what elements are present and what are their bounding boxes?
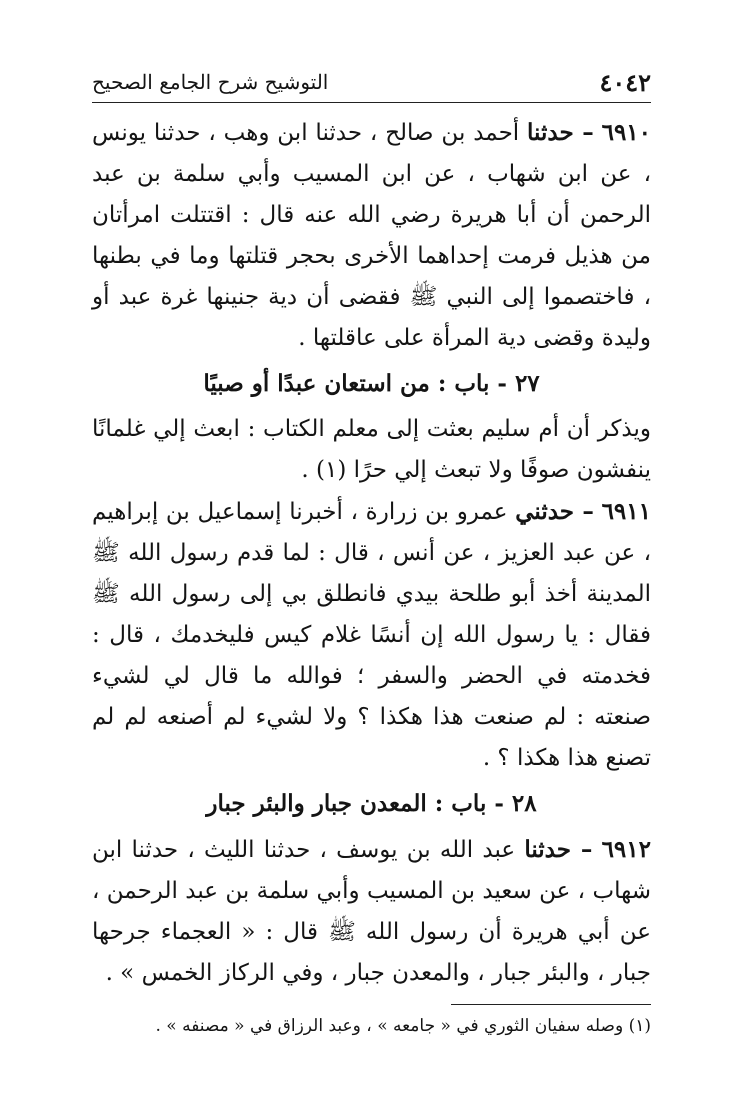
hadith-text: أحمد بن صالح ، حدثنا ابن وهب ، حدثنا يونس ، عن ابن شهاب ، عن ابن المسيب وأبي سلمة بن عبد الرحمن أن أبا هريرة رضي الله عنه قال : اقتتلت امرأتان من هذيل فرمت إحداهما الأخرى بحجر قتلتها وما في بطنها ، فاختصموا إلى النبي ﷺ فقضى أن دية جنينها غرة عبد أو وليدة وقضى دية المرأة على عاقلتها . <box>92 120 651 351</box>
hadith-lead-word: حدثنا <box>527 119 574 146</box>
page-body <box>92 112 651 1039</box>
chapter-mention-27: ويذكر أن أم سليم بعثت إلى معلم الكتاب : ابعث إلي غلمانًا ينفشون صوفًا ولا تبعث إلي حرًا (١) . <box>92 416 651 483</box>
page-header <box>92 62 651 103</box>
running-title: التوشيح شرح الجامع الصحيح <box>92 70 329 94</box>
hadith-6910: ٦٩١٠ – حدثنا أحمد بن صالح ، حدثنا ابن وهب ، حدثنا يونس ، عن ابن شهاب ، عن ابن المسيب وأبي سلمة بن عبد الرحمن أن أبا هريرة رضي الله عنه قال : اقتتلت امرأتان من هذيل فرمت إحداهما الأخرى بحجر قتلتها وما في بطنها ، فاختصموا إلى النبي ﷺ فقضى أن دية جنينها غرة عبد أو وليدة وقضى دية المرأة على عاقلتها . <box>92 119 652 351</box>
hadith-lead-word: حدثني <box>515 498 575 525</box>
hadith-number: ٦٩١١ <box>601 498 651 525</box>
hadith-number: ٦٩١٠ <box>601 119 652 146</box>
footnote: (١) وصله سفيان الثوري في « جامعه » ، وعبد الرزاق في « مصنفه » . <box>155 1016 651 1036</box>
hadith-lead-word: حدثنا <box>524 836 571 863</box>
hadith-number: ٦٩١٢ <box>601 836 651 863</box>
page-number: ٤٠٤٢ <box>599 67 651 97</box>
chapter-heading-28: ٢٨ - باب : المعدن جبار والبئر جبار <box>206 790 537 817</box>
chapter-heading-27: ٢٧ - باب : من استعان عبدًا أو صبيًا <box>203 370 540 397</box>
footnote-divider <box>451 1004 651 1005</box>
hadith-text: عمرو بن زرارة ، أخبرنا إسماعيل بن إبراهيم ، عن عبد العزيز ، عن أنس ، قال : لما قدم رسول الله ﷺ المدينة أخذ أبو طلحة بيدي فانطلق بي إلى رسول الله ﷺ فقال : يا رسول الله إن أنسًا غلام كيس فليخدمك ، قال : فخدمته في الحضر والسفر ؛ فوالله ما قال لي لشيء صنعته : لم صنعت هذا هكذا ؟ ولا لشيء لم أصنعه لم لم تصنع هذا هكذا ؟ . <box>92 499 651 771</box>
hadith-text: عبد الله بن يوسف ، حدثنا الليث ، حدثنا ابن شهاب ، عن سعيد بن المسيب وأبي سلمة بن عبد الرحمن ، عن أبي هريرة أن رسول الله ﷺ قال : « العجماء جرحها جبار ، والبئر جبار ، والمعدن جبار ، وفي الركاز الخمس » . <box>92 837 651 986</box>
hadith-6912: ٦٩١٢ – حدثنا عبد الله بن يوسف ، حدثنا الليث ، حدثنا ابن شهاب ، عن سعيد بن المسيب وأبي سلمة بن عبد الرحمن ، عن أبي هريرة أن رسول الله ﷺ قال : « العجماء جرحها جبار ، والبئر جبار ، والمعدن جبار ، وفي الركاز الخمس » . <box>92 836 651 986</box>
hadith-6911: ٦٩١١ – حدثني عمرو بن زرارة ، أخبرنا إسماعيل بن إبراهيم ، عن عبد العزيز ، عن أنس ، قال : لما قدم رسول الله ﷺ المدينة أخذ أبو طلحة بيدي فانطلق بي إلى رسول الله ﷺ فقال : يا رسول الله إن أنسًا غلام كيس فليخدمك ، قال : فخدمته في الحضر والسفر ؛ فوالله ما قال لي لشيء صنعته : لم صنعت هذا هكذا ؟ ولا لشيء لم أصنعه لم لم تصنع هذا هكذا ؟ . <box>92 498 651 771</box>
